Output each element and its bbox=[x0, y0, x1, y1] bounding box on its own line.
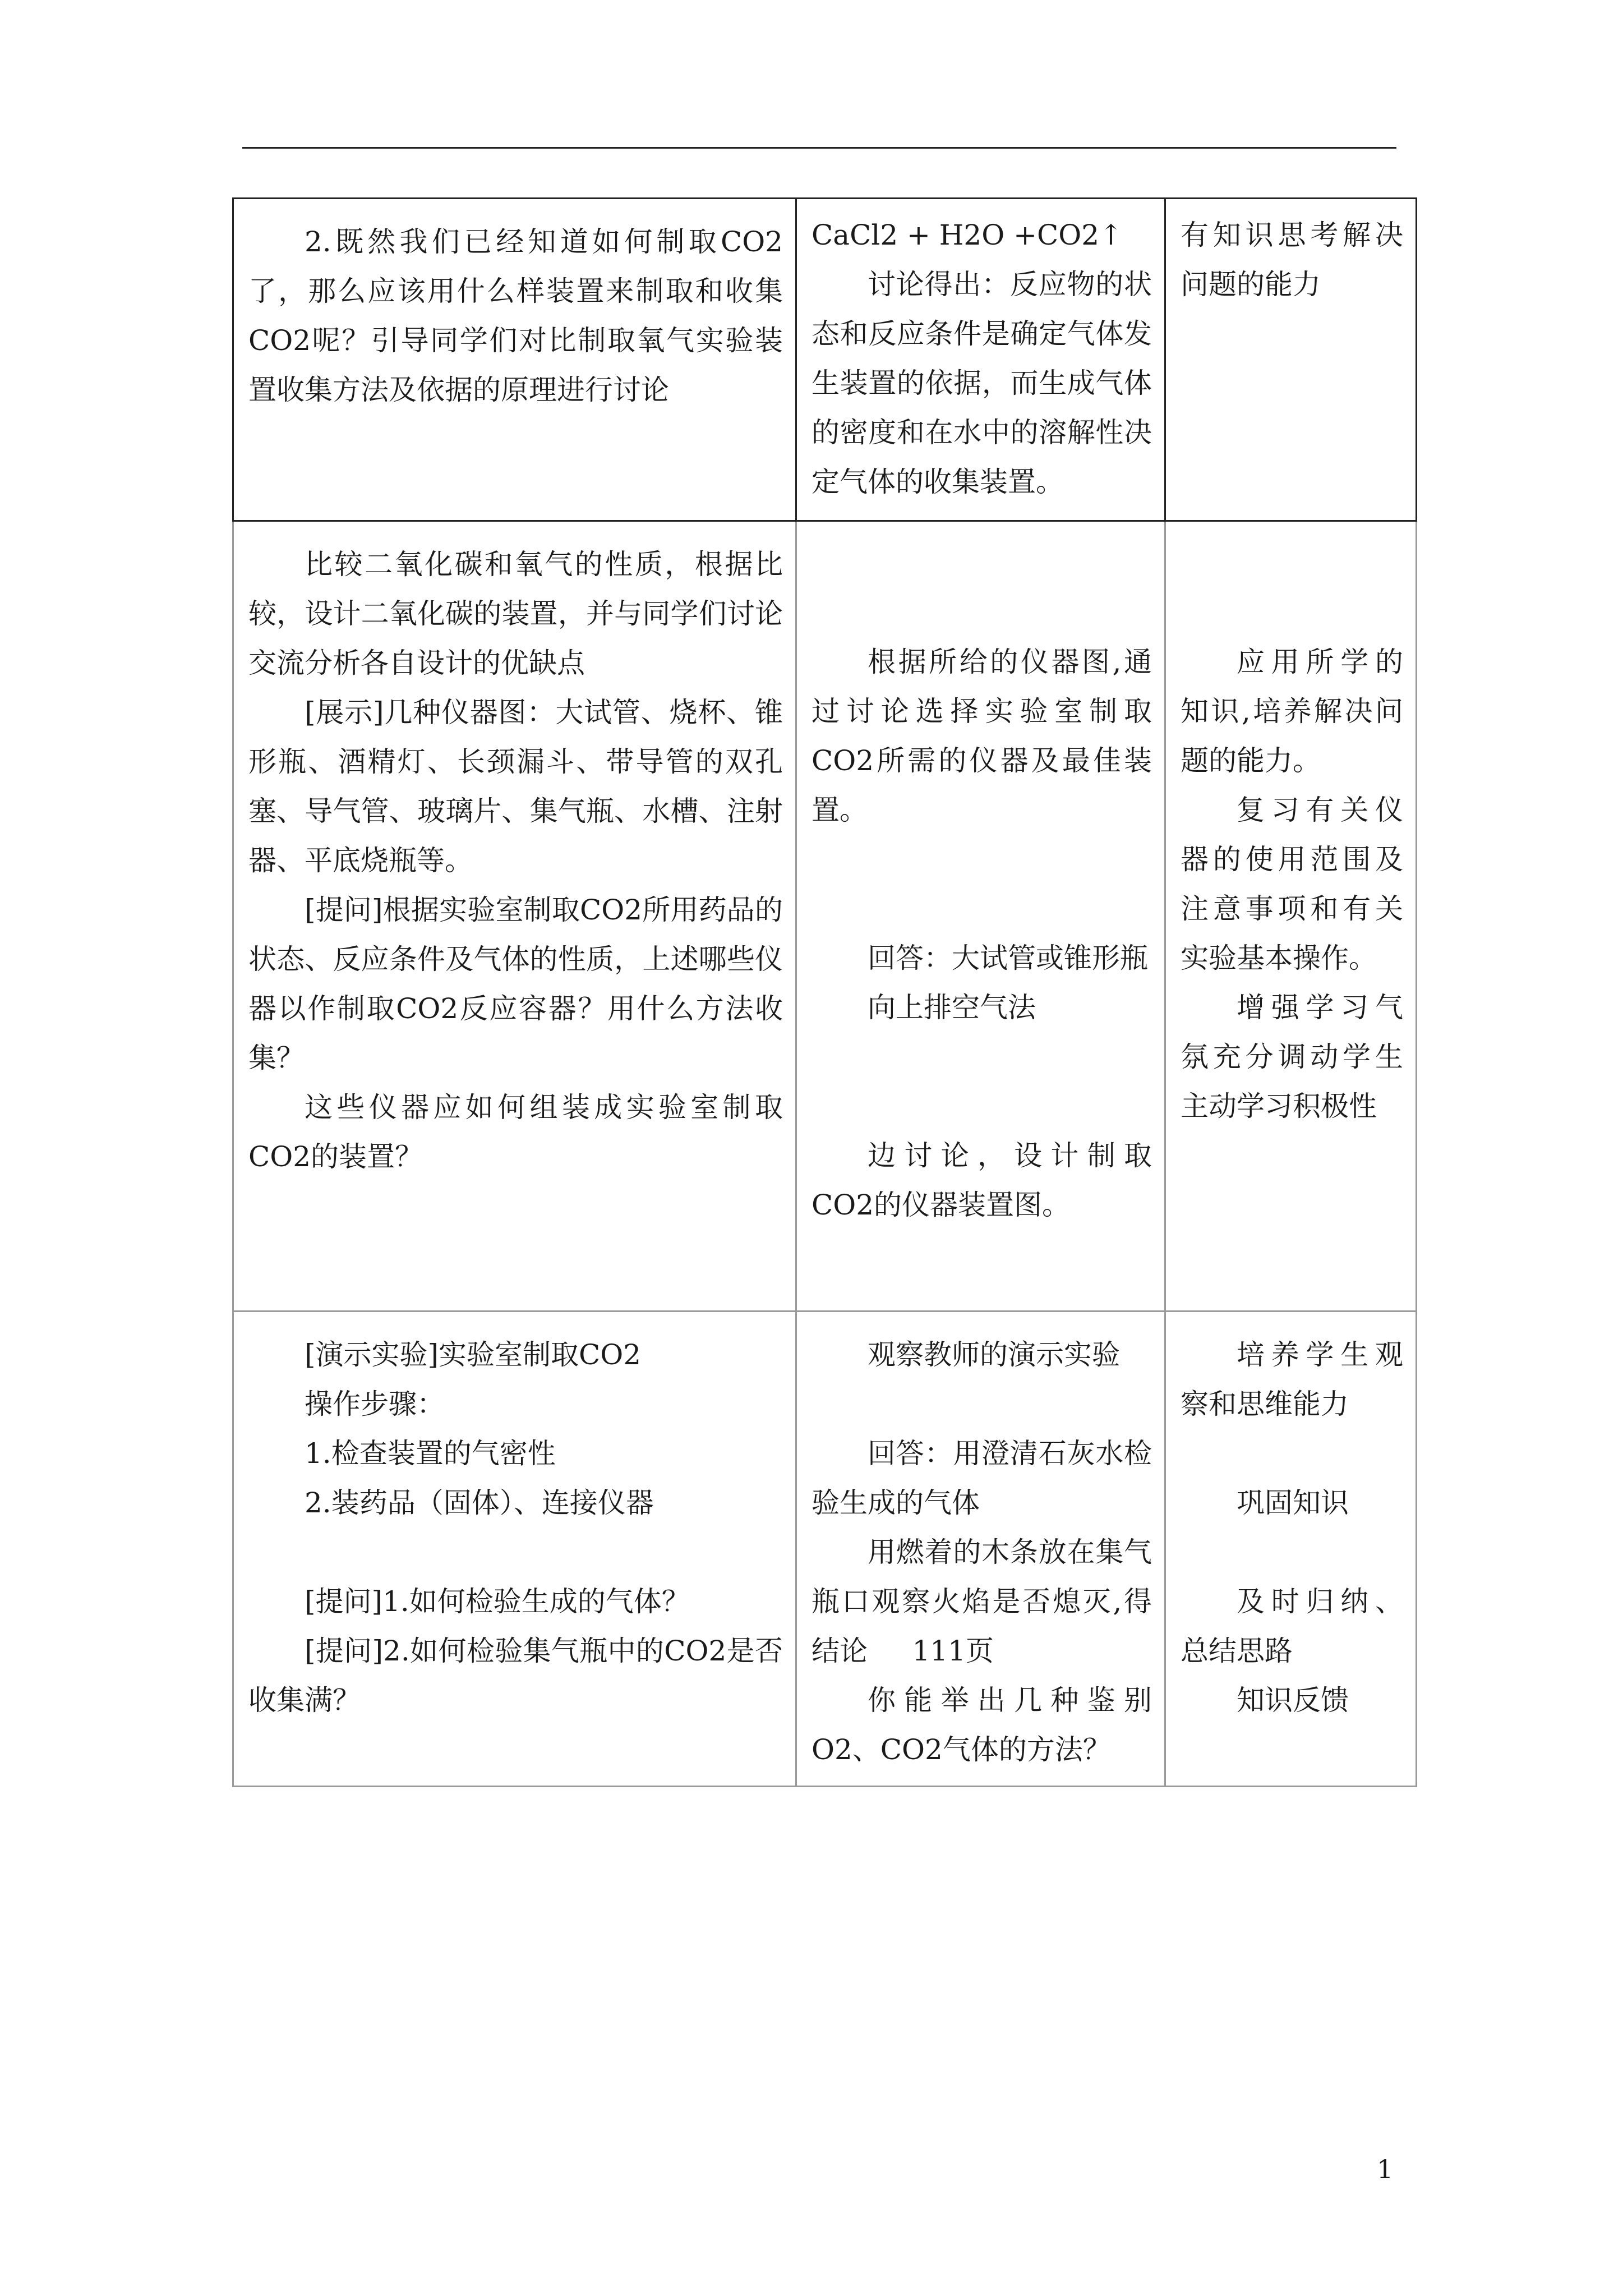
cell-text: 观察教师的演示实验 bbox=[868, 1338, 1120, 1371]
cell-text: 有知识思考解决问题的能力 bbox=[1181, 219, 1403, 301]
design-intent-cell bbox=[1165, 521, 1417, 1312]
equation-text: CaCl2 + H2O +CO2↑ bbox=[811, 219, 1123, 251]
cell-text: [提问]1.如何检验生成的气体？ bbox=[305, 1585, 690, 1618]
student-activity-cell bbox=[796, 199, 1165, 521]
cell-text: 2.既然我们已经知道如何制取CO2了，那么应该用什么样装置来制取和收集CO2呢？引导同学们对比制取氧气实验装置收集方法及依据的原理进行讨论 bbox=[248, 226, 783, 406]
page-reference: 111页 bbox=[912, 1635, 994, 1667]
cell-text: 2.装药品（固体）、连接仪器 bbox=[305, 1487, 654, 1519]
cell-text: 知识反馈 bbox=[1237, 1684, 1349, 1717]
cell-text: [演示实验]实验室制取CO2 bbox=[305, 1338, 642, 1371]
student-activity-cell bbox=[796, 1312, 1165, 1787]
cell-text: 操作步骤： bbox=[305, 1388, 445, 1420]
cell-text: 增强学习气氛充分调动学生主动学习积极性 bbox=[1181, 991, 1403, 1122]
cell-text: 根据所给的仪器图,通过讨论选择实验室制取CO2所需的仪器及最佳装置。 bbox=[811, 646, 1152, 826]
cell-text: 巩固知识 bbox=[1237, 1487, 1349, 1519]
cell-text: 比较二氧化碳和氧气的性质，根据比较，设计二氧化碳的装置，并与同学们讨论交流分析各自设计的优缺点 bbox=[248, 548, 783, 679]
teacher-activity-cell bbox=[233, 521, 796, 1312]
cell-text: 及时归纳、总结思路 bbox=[1181, 1585, 1403, 1667]
cell-text: 回答：用澄清石灰水检验生成的气体 bbox=[811, 1437, 1152, 1519]
cell-text: [展示]几种仪器图：大试管、烧杯、锥形瓶、酒精灯、长颈漏斗、带导管的双孔塞、导气管、玻璃片、集气瓶、水槽、注射器、平底烧瓶等。 bbox=[248, 696, 783, 877]
lesson-plan-table bbox=[232, 197, 1417, 1787]
cell-text: 你能举出几种鉴别O2、CO2气体的方法？ bbox=[811, 1684, 1152, 1766]
cell-text: 回答：大试管或锥形瓶 bbox=[868, 942, 1148, 974]
table-row bbox=[233, 199, 1417, 521]
design-intent-cell bbox=[1165, 1312, 1417, 1787]
design-intent-cell bbox=[1165, 199, 1417, 521]
cell-text: [提问]2.如何检验集气瓶中的CO2是否收集满？ bbox=[248, 1635, 783, 1717]
cell-text: 向上排空气法 bbox=[868, 991, 1036, 1024]
teacher-activity-cell bbox=[233, 1312, 796, 1787]
cell-text bbox=[811, 1527, 1152, 1676]
cell-text: 1.检查装置的气密性 bbox=[305, 1437, 556, 1470]
cell-text: 复习有关仪器的使用范围及注意事项和有关实验基本操作。 bbox=[1181, 794, 1403, 974]
cell-text: [提问]根据实验室制取CO2所用药品的状态、反应条件及气体的性质，上述哪些仪器以作制取CO2反应容器？用什么方法收集？ bbox=[248, 894, 783, 1074]
page-number: 1 bbox=[1377, 2154, 1394, 2184]
table-row bbox=[233, 521, 1417, 1312]
student-activity-cell bbox=[796, 521, 1165, 1312]
cell-text: 边讨论，设计制取CO2的仪器装置图。 bbox=[811, 1139, 1152, 1221]
cell-text: 应用所学的知识,培养解决问题的能力。 bbox=[1181, 646, 1403, 777]
cell-text: 这些仪器应如何组装成实验室制取CO2的装置？ bbox=[248, 1091, 783, 1173]
teacher-activity-cell bbox=[233, 199, 796, 521]
table-row bbox=[233, 1312, 1417, 1787]
cell-text: 培养学生观察和思维能力 bbox=[1181, 1338, 1403, 1420]
cell-text: 讨论得出：反应物的状态和反应条件是确定气体发生装置的依据，而生成气体的密度和在水中的溶解性决定气体的收集装置。 bbox=[811, 268, 1152, 498]
cell-text-part: 用燃着的木条放在集气瓶口观察火焰是否熄灭,得结论 bbox=[811, 1536, 1152, 1667]
header-rule bbox=[242, 147, 1396, 149]
